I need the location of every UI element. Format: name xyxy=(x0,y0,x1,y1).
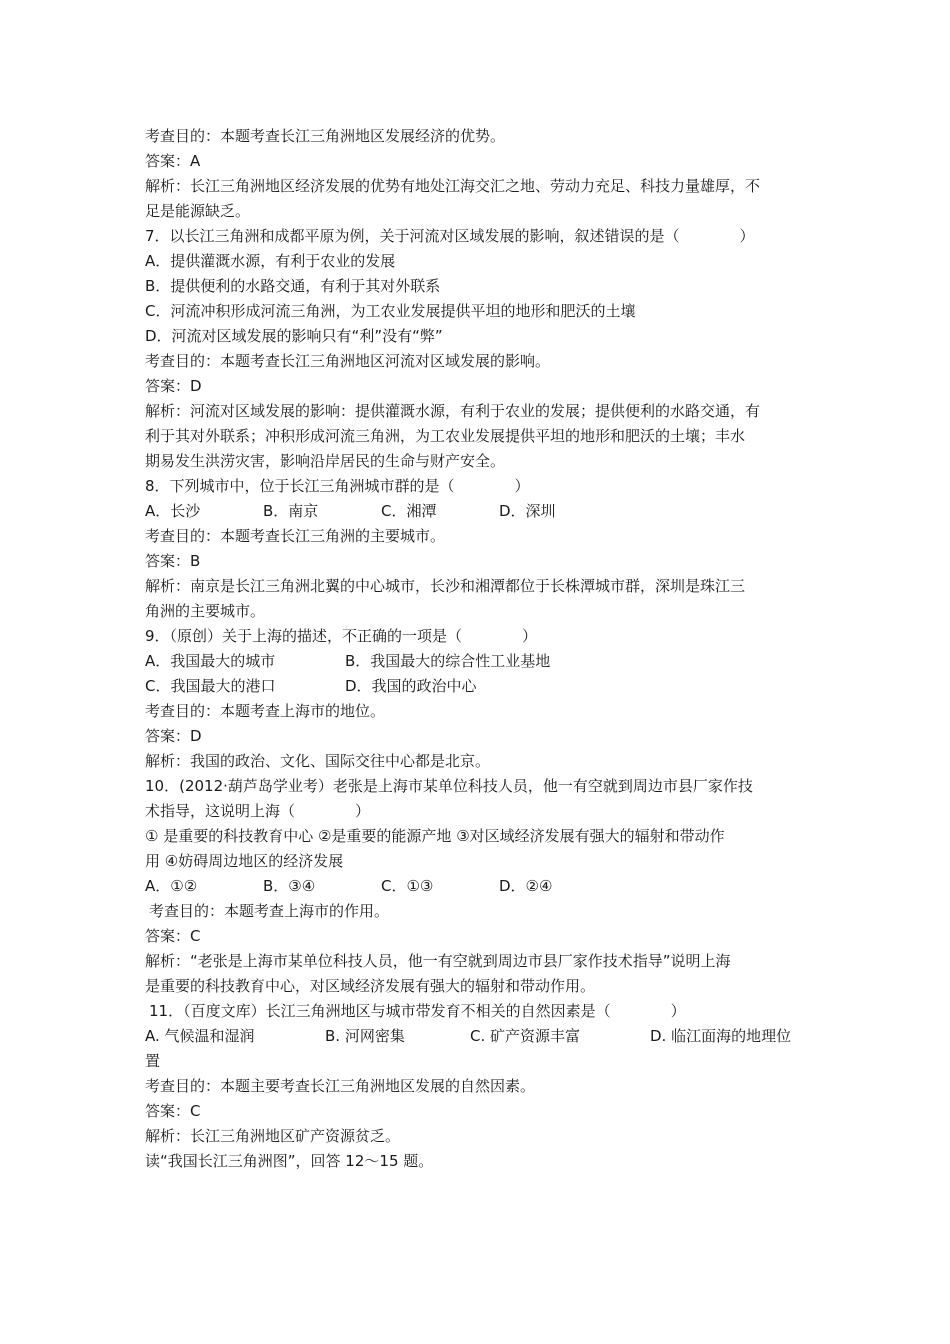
q10-items-line-2: 用 ④妨碍周边地区的经济发展 xyxy=(145,852,344,870)
q8-option-d: D．深圳 xyxy=(499,502,556,520)
q6-analysis-line-1: 解析：长江三角洲地区经济发展的优势有地处江海交汇之地、劳动力充足、科技力量雄厚，不 xyxy=(145,177,761,195)
q9-option-d: D．我国的政治中心 xyxy=(345,677,477,695)
q9-analysis: 解析：我国的政治、文化、国际交往中心都是北京。 xyxy=(145,752,491,770)
q11-option-d-wrap: 置 xyxy=(145,1052,161,1070)
q9-option-a: A．我国最大的城市 xyxy=(145,652,276,670)
q7-analysis-line-2: 利于其对外联系；冲积形成河流三角洲，为工农业发展提供平坦的地形和肥沃的土壤；丰水 xyxy=(145,427,746,445)
q8-analysis-line-1: 解析：南京是长江三角洲北翼的中心城市，长沙和湘潭都位于长株潭城市群，深圳是珠江三 xyxy=(145,577,746,595)
q10-option-a: A．①② xyxy=(145,877,198,895)
q9-option-c: C．我国最大的港口 xyxy=(145,677,276,695)
q8-stem: 8．下列城市中，位于长江三角洲城市群的是（ ） xyxy=(145,477,530,495)
q8-purpose: 考查目的：本题考查长江三角洲的主要城市。 xyxy=(145,527,446,545)
q7-analysis-line-3: 期易发生洪涝灾害，影响沿岸居民的生命与财产安全。 xyxy=(145,452,506,470)
q10-option-d: D．②④ xyxy=(499,877,553,895)
q9-answer: 答案：D xyxy=(145,727,202,745)
q11-option-b: B. 河网密集 xyxy=(325,1027,405,1045)
q9-options-row-1 xyxy=(145,649,810,674)
intro-questions-12-15: 读“我国长江三角洲图”，回答 12～15 题。 xyxy=(145,1152,434,1170)
q7-stem: 7．以长江三角洲和成都平原为例，关于河流对区域发展的影响，叙述错误的是（ ） xyxy=(145,227,755,245)
q7-analysis-line-1: 解析：河流对区域发展的影响：提供灌溉水源，有利于农业的发展；提供便利的水路交通，有 xyxy=(145,402,761,420)
q10-options xyxy=(145,874,810,899)
q10-purpose: 考查目的：本题考查上海市的作用。 xyxy=(149,902,390,920)
q11-options xyxy=(145,1024,810,1049)
q10-answer: 答案：C xyxy=(145,927,201,945)
q6-purpose: 考查目的：本题考查长江三角洲地区发展经济的优势。 xyxy=(145,127,506,145)
q10-analysis-line-2: 是重要的科技教育中心，对区域经济发展有强大的辐射和带动作用。 xyxy=(145,977,596,995)
q11-option-c: C. 矿产资源丰富 xyxy=(470,1027,581,1045)
q9-stem: 9．（原创）关于上海的描述，不正确的一项是（ ） xyxy=(145,627,538,645)
q8-analysis-line-2: 角洲的主要城市。 xyxy=(145,602,266,620)
q10-stem-line-2: 术指导，这说明上海（ ） xyxy=(145,802,371,820)
q7-option-c: C．河流冲积形成河流三角洲，为工农业发展提供平坦的地形和肥沃的土壤 xyxy=(145,302,636,320)
q8-options xyxy=(145,499,810,524)
q10-option-b: B．③④ xyxy=(263,877,316,895)
q7-option-a: A．提供灌溉水源，有利于农业的发展 xyxy=(145,252,396,270)
q9-option-b: B．我国最大的综合性工业基地 xyxy=(345,652,551,670)
q8-option-b: B．南京 xyxy=(263,502,319,520)
q9-options-row-2 xyxy=(145,674,810,699)
q11-option-d: D. 临江面海的地理位 xyxy=(650,1027,792,1045)
q11-option-a: A. 气候温和湿润 xyxy=(145,1027,255,1045)
q7-answer: 答案：D xyxy=(145,377,202,395)
q8-option-a: A．长沙 xyxy=(145,502,201,520)
q11-purpose: 考查目的：本题主要考查长江三角洲地区发展的自然因素。 xyxy=(145,1077,536,1095)
q9-purpose: 考查目的：本题考查上海市的地位。 xyxy=(145,702,386,720)
q8-option-c: C．湘潭 xyxy=(381,502,437,520)
q11-analysis: 解析：长江三角洲地区矿产资源贫乏。 xyxy=(145,1127,401,1145)
q6-answer: 答案：A xyxy=(145,152,201,170)
q7-option-d: D．河流对区域发展的影响只有“利”没有“弊” xyxy=(145,327,443,345)
q10-items-line-1: ① 是重要的科技教育中心 ②是重要的能源产地 ③对区域经济发展有强大的辐射和带动作 xyxy=(145,827,725,845)
q11-stem: 11．（百度文库）长江三角洲地区与城市带发育不相关的自然因素是（ ） xyxy=(149,1002,686,1020)
q10-stem-line-1: 10．(2012·葫芦岛学业考）老张是上海市某单位科技人员，他一有空就到周边市县厂家作技 xyxy=(145,777,753,795)
q11-answer: 答案：C xyxy=(145,1102,201,1120)
q10-option-c: C．①③ xyxy=(381,877,434,895)
q7-purpose: 考查目的：本题考查长江三角洲地区河流对区域发展的影响。 xyxy=(145,352,551,370)
q6-analysis-line-2: 足是能源缺乏。 xyxy=(145,202,251,220)
q10-analysis-line-1: 解析：“老张是上海市某单位科技人员，他一有空就到周边市县厂家作技术指导”说明上海 xyxy=(145,952,731,970)
q7-option-b: B．提供便利的水路交通，有利于其对外联系 xyxy=(145,277,441,295)
q8-answer: 答案：B xyxy=(145,552,201,570)
